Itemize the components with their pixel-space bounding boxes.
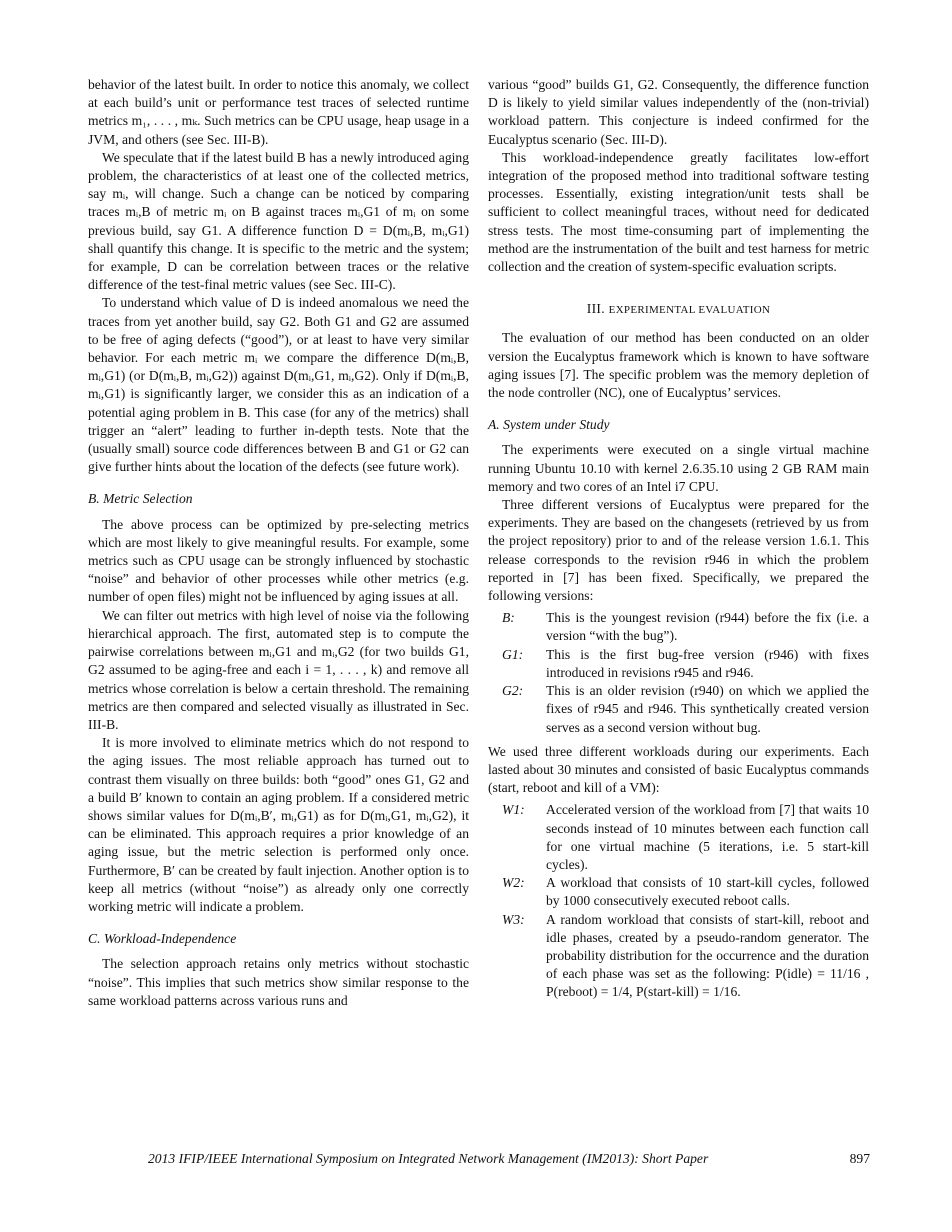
workloads-list [488, 801, 869, 1001]
paragraph: The above process can be optimized by pre-selecting metrics which are most likely to give meaningful results. For example, some metrics such as CPU usage can be strongly influenced by stochastic “noise” and behavior of other processes while other metrics (e.g. number of open files) might not be influenced by aging issues at all. [88, 516, 469, 605]
paragraph: To understand which value of D is indeed anomalous we need the traces from yet another build, say G2. Both G1 and G2 are assumed to be free of aging defects (“good”), or at least to have very similar behavior. For each metric mᵢ we compare the difference D(mᵢ,B, mᵢ,G1) (or D(mᵢ,B, mᵢ,G2)) against D(mᵢ,G1, mᵢ,G2). Only if D(mᵢ,B, mᵢ,G1) is significantly larger, we consider this as an indication of a potential aging problem in B. This case (for any of the metrics) shall trigger an “alert” leading to further in-depth tests. Note that the (usually small) source code differences between B and G1 or G2 can give further hints about the location of the defects (see future work). [88, 295, 469, 475]
page-number: 897 [849, 1151, 870, 1166]
list-item: W1: Accelerated version of the workload from [7] that waits 10 seconds instead of 10 minutes between each function call for one virtual machine (5 iterations, i.e. 5 start-kill cycles). [502, 802, 869, 872]
list-item: G1: This is the first bug-free version (r946) with fixes introduced in revisions r945 and r946. [502, 646, 869, 680]
list-item: G2: This is an older revision (r940) on which we applied the fixes of r945 and r946. This synthetically created version serves as a second version without bug. [502, 683, 869, 735]
section-title: EXPERIMENTAL EVALUATION [608, 304, 771, 317]
list-item: B: This is the youngest revision (r944) before the fix (i.e. a version “with the bug”). [502, 610, 869, 644]
list-item: W2: A workload that consists of 10 start-kill cycles, followed by 1000 consecutively executed reboot calls. [502, 875, 869, 909]
left-column [88, 76, 469, 1010]
paragraph: The selection approach retains only metrics without stochastic “noise”. This implies that such metrics show similar response to the same workload patterns across various runs and [88, 956, 469, 1008]
right-column [488, 76, 869, 1008]
section-number: III. [586, 301, 605, 317]
paragraph: The evaluation of our method has been conducted on an older version the Eucalyptus framework which is known to have software aging issues [7]. The specific problem was the memory depletion of the node controller (NC), one of Eucalyptus’ services. [488, 330, 869, 401]
paragraph: behavior of the latest built. In order to notice this anomaly, we collect at each build’s unit or performance test traces of selected runtime metrics m₁, . . . , mₖ. Such metrics can be CPU usage, heap usage in a JVM, and others (see Sec. III-B). [88, 77, 469, 147]
section-heading [488, 300, 869, 319]
paragraph: We can filter out metrics with high level of noise via the following hierarchical approach. The first, automated step is to compute the pairwise correlations between mᵢ,G1 and mᵢ,G2 (for two builds G1, G2 assumed to be aging-free and each i = 1, . . . , k) and remove all metrics whose correlation is below a certain threshold. The remaining metrics are then compared and selected visually as illustrated in Sec. III-B. [88, 607, 469, 732]
paragraph: We speculate that if the latest build B has a newly introduced aging problem, the characteristics of at least one of the collected metrics, say mᵢ, will change. Such a change can be noticed by comparing traces mᵢ,B of metric mᵢ on B against traces mᵢ,G1 of mᵢ on some previous build, say G1. A difference function D = D(mᵢ,B, mᵢ,G1) shall quantify this change. It is specific to the metric and the system; for example, D can be correlation between traces or the relative difference of the test-final metric values (see Sec. III-C). [88, 149, 469, 293]
subsection-heading: A. System under Study [488, 417, 610, 433]
paragraph: Three different versions of Eucalyptus were prepared for the experiments. They are based on the changesets (retrieved by us from the project repository) prior to and of the release version 1.6.1. This release corresponds to the revision r946 in which the problem reported in [7] has been fixed. Specifically, we prepared the following versions: [488, 497, 869, 604]
conference-name: 2013 IFIP/IEEE International Symposium on Integrated Network Management (IM2013): Short Paper [148, 1151, 709, 1166]
paragraph: The experiments were executed on a single virtual machine running Ubuntu 10.10 with kernel 2.6.35.10 using 2 GB RAM main memory and two cores of an Intel i7 CPU. [488, 442, 869, 494]
subsection-heading: B. Metric Selection [88, 491, 193, 507]
paragraph: We used three different workloads during our experiments. Each lasted about 30 minutes and consisted of basic Eucalyptus commands (start, reboot and kill of a VM): [488, 743, 869, 796]
versions-list [488, 609, 869, 736]
paragraph: This workload-independence greatly facilitates low-effort integration of the proposed method into traditional software testing processes. Essentially, existing integration/unit tests shall be sufficient to collect meaningful traces, without need for dedicated stress tests. The most time-consuming part of implementing the method are the instrumentation of the built and test harness for metric collection and the creation of system-specific evaluation scripts. [488, 149, 869, 275]
list-item: W3: A random workload that consists of start-kill, reboot and idle phases, created by a pseudo-random generator. The probability distribution for the occurrence and the duration of each phase was set as the following: P(idle) = 11/16 , P(reboot) = 1/4, P(start-kill) = 1/16. [502, 911, 869, 1000]
subsection-heading: C. Workload-Independence [88, 931, 237, 947]
paragraph: It is more involved to eliminate metrics which do not respond to the aging issues. The most reliable approach has turned out to contrast them visually on three builds: both “good” ones G1, G2 and a build B′ known to contain an aging problem. If a considered metric shows similar values for D(mᵢ,B′, mᵢ,G1) as for D(mᵢ,G1, mᵢ,G2), it can be eliminated. This approach requires a prior knowledge of an aging issue, but the metric selection is performed only once. Furthermore, B′ can be created by fault injection. Another option is to keep all metrics (without “noise”) as already only one correctly working metric will indicate a problem. [88, 735, 469, 914]
paragraph: various “good” builds G1, G2. Consequently, the difference function D is likely to yield similar values independently of the (non-trivial) workload pattern. This conjecture is indeed confirmed for the Eucalyptus scenario (Sec. III-D). [488, 77, 869, 147]
